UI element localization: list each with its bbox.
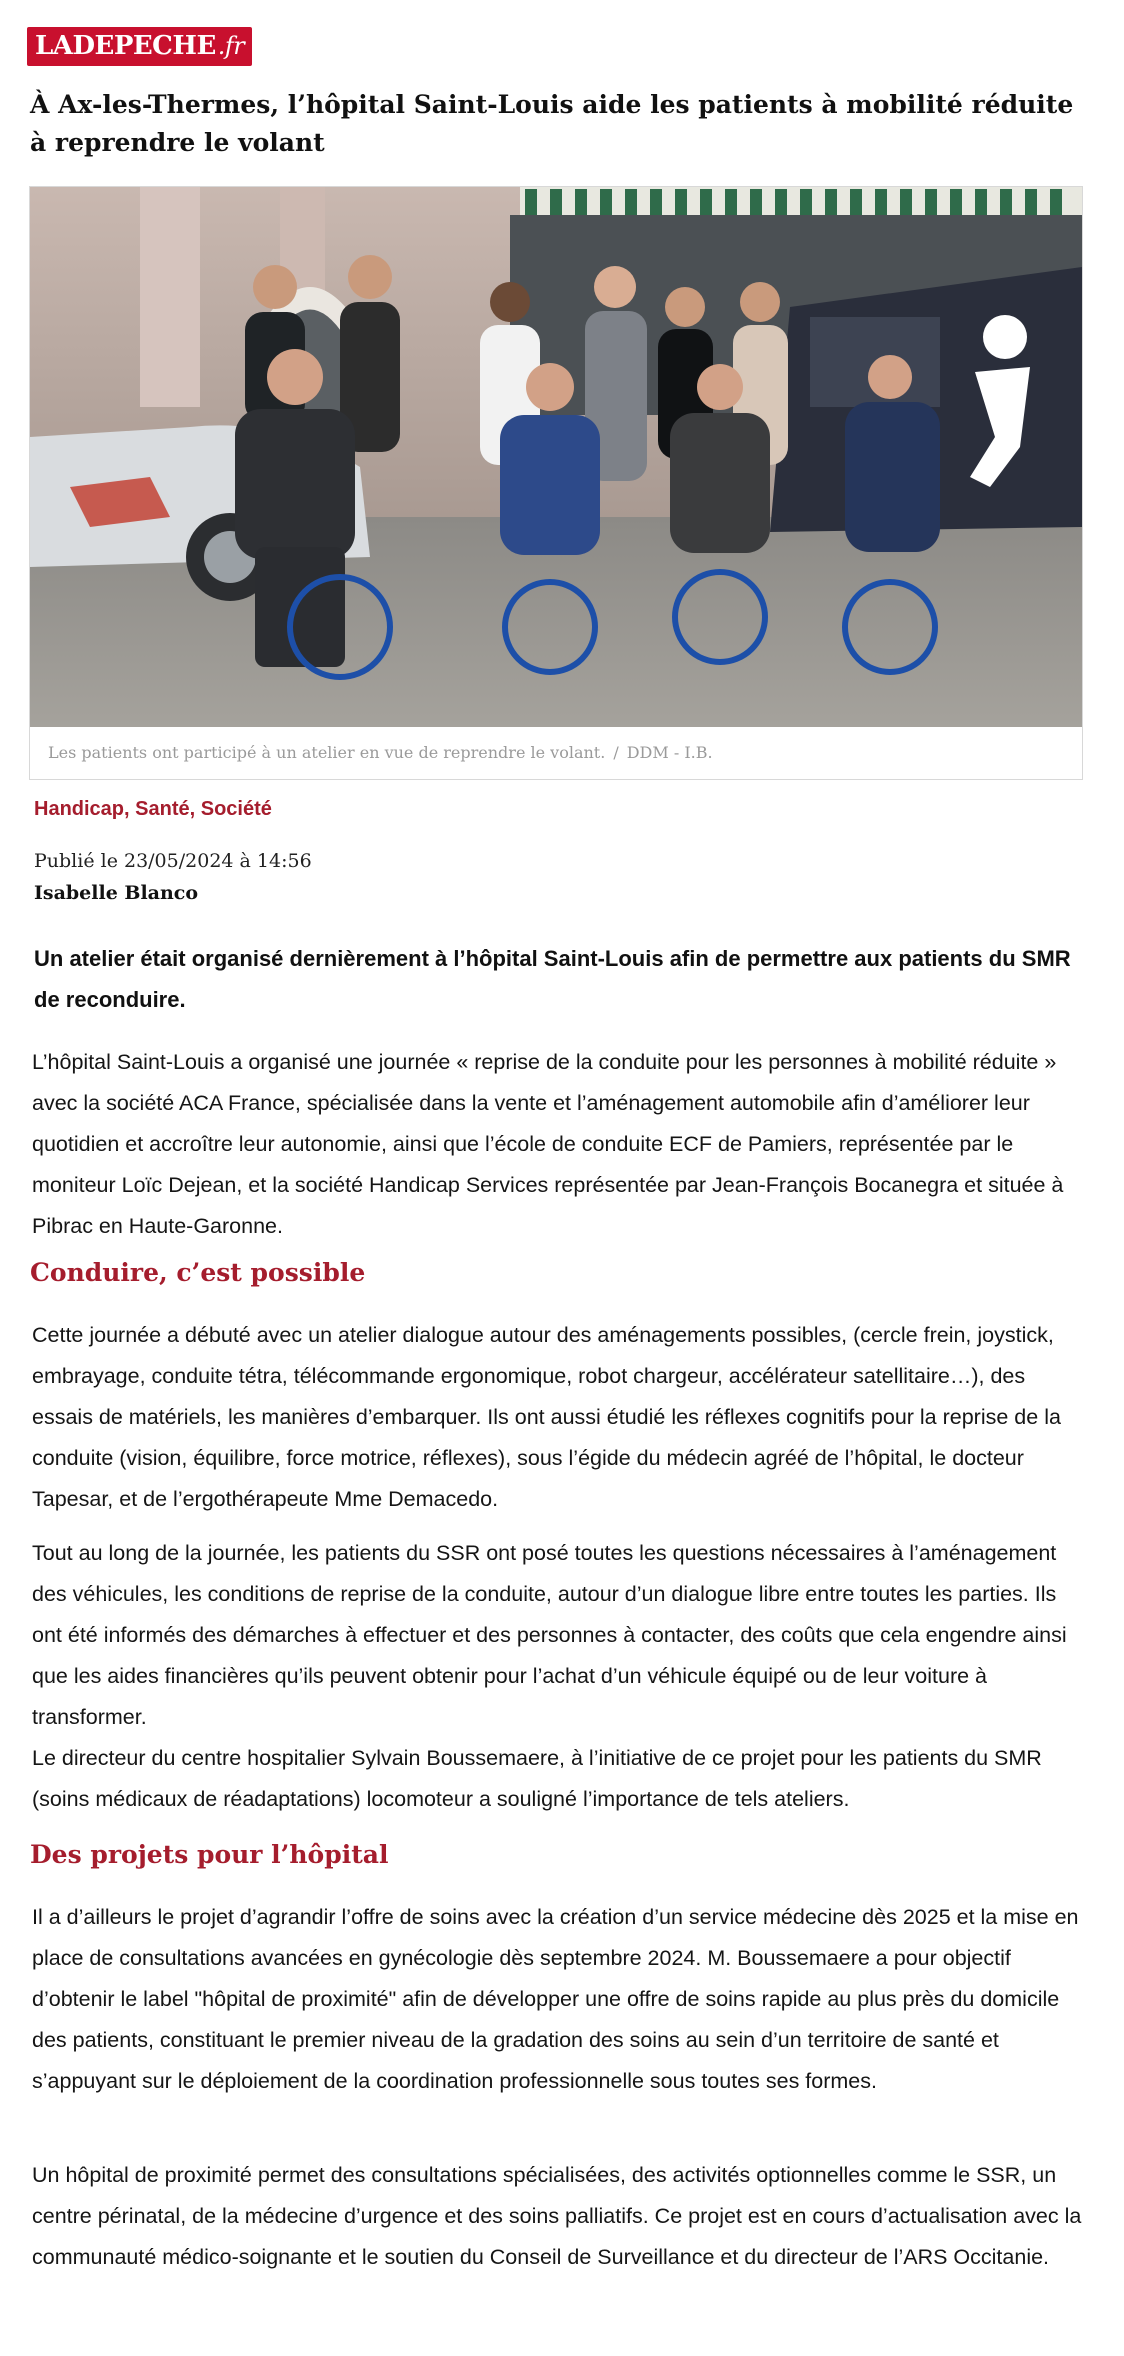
article-figure <box>29 186 1083 780</box>
tag-societe[interactable]: Société <box>200 798 272 820</box>
photo-illustration <box>30 187 1082 727</box>
photo-credit: DDM - I.B. <box>626 743 713 762</box>
article-photo <box>30 187 1082 727</box>
photo-caption <box>48 743 713 762</box>
caption-separator: / <box>613 743 619 762</box>
tag-comma: , <box>189 798 201 820</box>
tag-sante[interactable]: Santé <box>135 798 190 820</box>
article-lead: Un atelier était organisé dernièrement à l’hôpital Saint-Louis afin de permettre aux patients du SMR de reconduire. <box>34 946 1071 1012</box>
tag-handicap[interactable]: Handicap <box>34 798 125 820</box>
subheading-conduire: Conduire, c’est possible <box>30 1258 366 1287</box>
subheading-projets: Des projets pour l’hôpital <box>30 1840 389 1869</box>
logo-badge <box>27 27 252 66</box>
caption-text: Les patients ont participé à un atelier en vue de reprendre le volant. <box>48 743 606 762</box>
paragraph-3: Tout au long de la journée, les patients du SSR ont posé toutes les questions nécessaires à l’aménagement des véhicules, les conditions de reprise de la conduite, autour d’un dialogue libre entre toutes les parties. Ils ont été informés des démarches à effectuer et des personnes à contacter, des coûts que cela engendre ainsi que les aides financières qu’ils peuvent obtenir pour l’achat d’un véhicule équipé ou de leur voiture à transformer. <box>32 1541 1067 1729</box>
paragraph-2: Cette journée a débuté avec un atelier dialogue autour des aménagements possibles, (cercle frein, joystick, embrayage, conduite tétra, télécommande ergonomique, robot chargeur, accélérateur satellitaire…), des essais de matériels, les manières d’embarquer. Ils ont aussi étudié les réflexes cognitifs pour la reprise de la conduite (vision, équilibre, force motrice, réflexes), sous l’égide du médecin agréé de l’hôpital, le docteur Tapesar, et de l’ergothérapeute Mme Demacedo. <box>32 1323 1061 1511</box>
logo-text: LADEPECHE <box>35 31 216 61</box>
paragraph-4: Le directeur du centre hospitalier Sylvain Boussemaere, à l’initiative de ce projet pour les patients du SMR (soins médicaux de réadaptations) locomoteur a souligné l’importance de tels ateliers. <box>32 1746 1042 1811</box>
article-title: À Ax-les-Thermes, l’hôpital Saint-Louis aide les patients à mobilité réduite à reprendre le volant <box>30 90 1074 157</box>
article-tags <box>34 798 272 821</box>
tag-comma: , <box>124 798 136 820</box>
publish-date: Publié le 23/05/2024 à 14:56 <box>34 850 312 872</box>
paragraph-1: L’hôpital Saint-Louis a organisé une journée « reprise de la conduite pour les personnes à mobilité réduite » avec la société ACA France, spécialisée dans la vente et l’aménagement automobile afin d’améliorer leur quotidien et accroître leur autonomie, ainsi que l’école de conduite ECF de Pamiers, représentée par le moniteur Loïc Dejean, et la société Handicap Services représentée par Jean-François Bocanegra et située à Pibrac en Haute-Garonne. <box>32 1050 1064 1238</box>
logo-suffix: .fr <box>217 32 245 60</box>
site-logo[interactable] <box>27 27 252 66</box>
paragraph-5: Il a d’ailleurs le projet d’agrandir l’offre de soins avec la création d’un service médecine dès 2025 et la mise en place de consultations avancées en gynécologie dès septembre 2024. M. Boussemaere a pour objectif d’obtenir le label "hôpital de proximité" afin de développer une offre de soins rapide au plus près du domicile des patients, constituant le premier niveau de la gradation des soins au sein d’un territoire de santé et s’appuyant sur le déploiement de la coordination professionnelle sous toutes ses formes. <box>32 1905 1079 2093</box>
author-name[interactable]: Isabelle Blanco <box>34 882 199 904</box>
paragraph-6: Un hôpital de proximité permet des consultations spécialisées, des activités optionnelles comme le SSR, un centre périnatal, de la médecine d’urgence et des soins palliatifs. Ce projet est en cours d’actualisation avec la communauté médico-soignante et le soutien du Conseil de Surveillance et du directeur de l’ARS Occitanie. <box>32 2163 1082 2269</box>
